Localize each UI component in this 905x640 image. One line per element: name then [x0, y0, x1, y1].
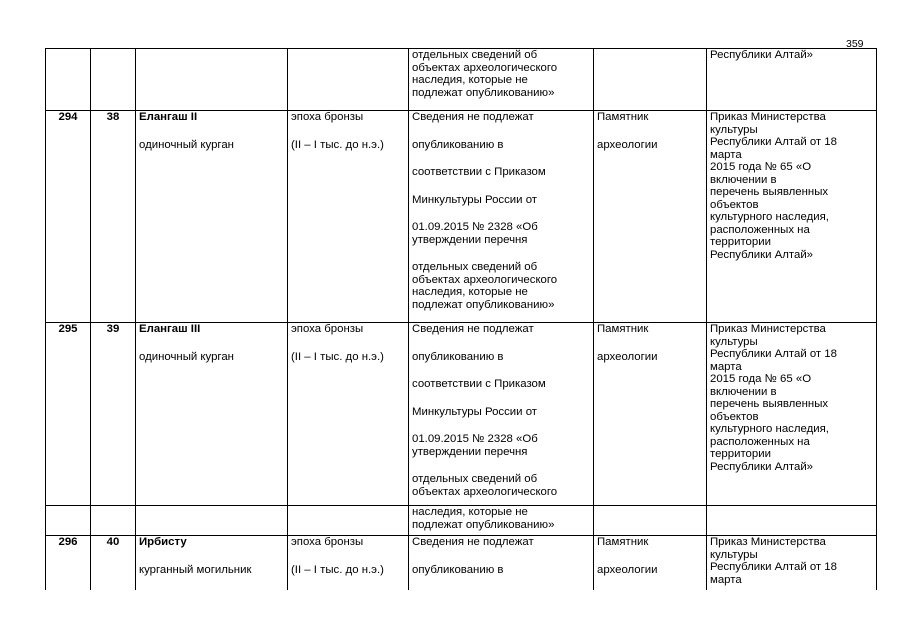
table-row: [46, 323, 877, 506]
sub-number: 38: [91, 111, 136, 323]
row-number: 296: [46, 536, 91, 590]
row-number: 295: [46, 323, 91, 506]
table-row-continuation-top: [46, 49, 877, 111]
document-cell: Приказ Министерства культуры Республики Алтай от 18 марта: [707, 536, 877, 590]
dating-cell: эпоха бронзы (II – I тыс. до н.э.): [288, 111, 409, 323]
dating-cell: эпоха бронзы (II – I тыс. до н.э.): [288, 323, 409, 506]
requisites-cell: Сведения не подлежат опубликованию в соответствии с Приказом Минкультуры России от 01.09.2015 № 2328 «Об утверждении перечня отдельных сведений об объектах археологического: [409, 323, 594, 506]
requisites-cell: Сведения не подлежат опубликованию в соответствии с Приказом Минкультуры России от 01.09.2015 № 2328 «Об утверждении перечня отдельных сведений об объектах археологического наследия, которые не подлежат опубликованию»: [409, 111, 594, 323]
document-cell: Приказ Министерства культуры Республики Алтай от 18 марта 2015 года № 65 «О включении в перечень выявленных объектов культурного наследия, расположенных на территории Республики Алтай»: [707, 111, 877, 323]
requisites-cell: отдельных сведений об объектах археологического наследия, которые не подлежат опубликованию»: [409, 49, 594, 111]
table-row: [46, 536, 877, 590]
sub-number: 39: [91, 323, 136, 506]
sub-number: 40: [91, 536, 136, 590]
table-row-continuation: [46, 506, 877, 536]
object-name-cell: Елангаш III одиночный курган: [136, 323, 288, 506]
object-name-cell: Ирбисту курганный могильник: [136, 536, 288, 590]
object-name-cell: Елангаш II одиночный курган: [136, 111, 288, 323]
category-cell: Памятник археологии: [594, 536, 707, 590]
category-cell: Памятник археологии: [594, 323, 707, 506]
monuments-table: [45, 48, 877, 590]
dating-cell: эпоха бронзы (II – I тыс. до н.э.): [288, 536, 409, 590]
category-cell: Памятник археологии: [594, 111, 707, 323]
page-number: 359: [846, 38, 864, 50]
document-cell: Республики Алтай»: [707, 49, 877, 111]
requisites-cell: Сведения не подлежат опубликованию в: [409, 536, 594, 590]
row-number: 294: [46, 111, 91, 323]
document-cell: Приказ Министерства культуры Республики Алтай от 18 марта 2015 года № 65 «О включении в перечень выявленных объектов культурного наследия, расположенных на территории Республики Алтай»: [707, 323, 877, 506]
table-row: [46, 111, 877, 323]
requisites-cell: наследия, которые не подлежат опубликованию»: [409, 506, 594, 536]
